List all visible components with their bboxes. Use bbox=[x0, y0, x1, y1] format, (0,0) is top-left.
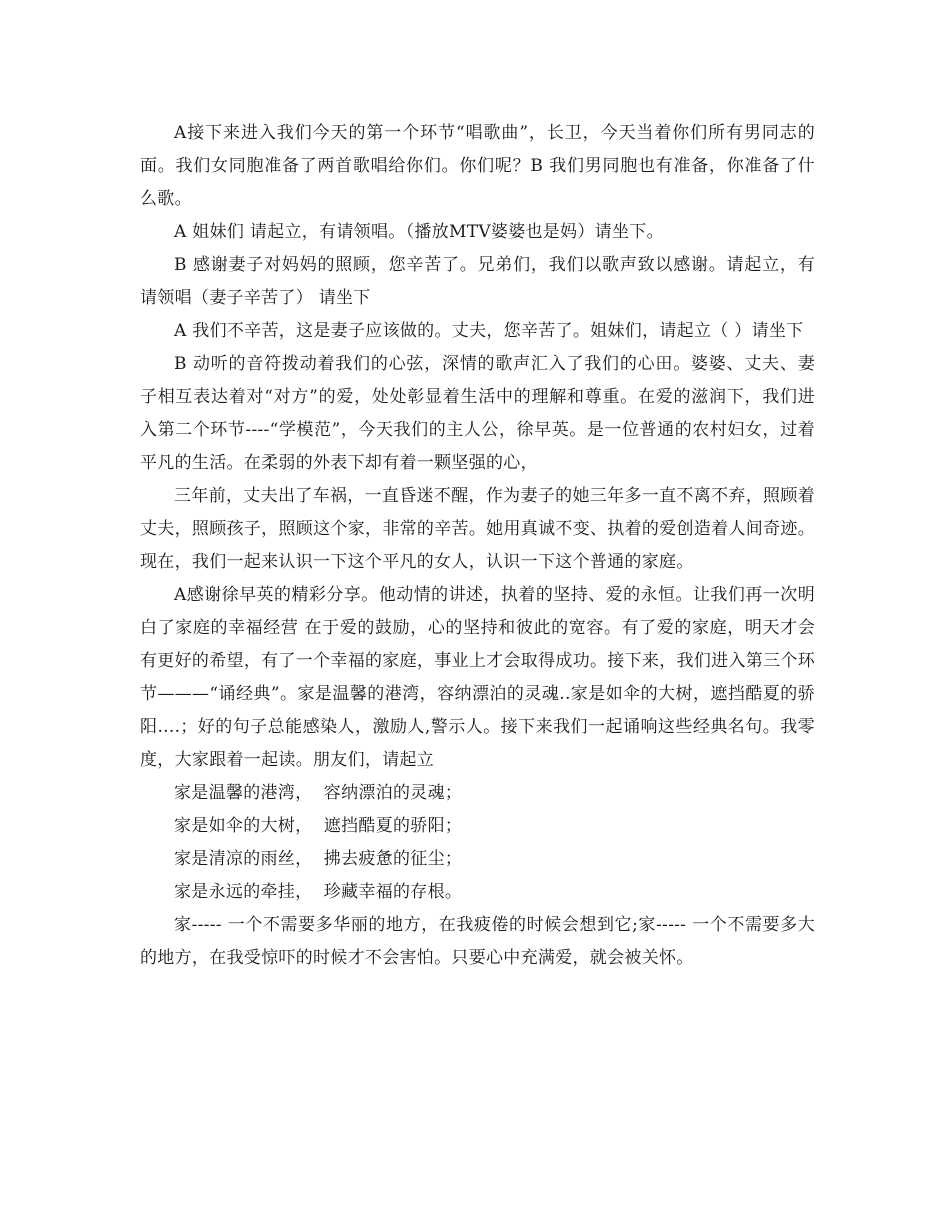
paragraph: A 姐妹们 请起立，有请领唱。（播放MTV婆婆也是妈）请坐下。 bbox=[174, 222, 664, 242]
poem-line: 家是温馨的港湾， 容纳漂泊的灵魂； bbox=[174, 783, 463, 803]
poem-line: 家是清凉的雨丝， 拂去疲惫的征尘； bbox=[174, 849, 463, 869]
paragraph: A 我们不辛苦，这是妻子应该做的。丈夫，您辛苦了。姐妹们，请起立（ ）请坐下 bbox=[174, 321, 804, 341]
closing-paragraph: 家----- 一个不需要多华丽的地方，在我疲倦的时候会想到它;家----- 一个不需要多大的地方，在我受惊吓的时候才不会害怕。只要心中充满爱，就会被关怀。 bbox=[140, 915, 815, 968]
document-body bbox=[140, 117, 815, 975]
paragraph: A接下来进入我们今天的第一个环节“唱歌曲”，长卫，今天当着你们所有男同志的面。我们女同胞准备了两首歌唱给你们。你们呢？B 我们男同胞也有准备，你准备了什么歌。 bbox=[140, 123, 815, 209]
paragraph: A感谢徐早英的精彩分享。他动情的讲述，执着的坚持、爱的永恒。让我们再一次明白了家庭的幸福经营 在于爱的鼓励，心的坚持和彼此的宽容。有了爱的家庭，明天才会有更好的希望，有了一个幸福的家庭，事业上才会取得成功。接下来，我们进入第三个环节———“诵经典”。家是温馨的港湾，容纳漂泊的灵魂..家是如伞的大树，遮挡酷夏的骄阳....；好的句子总能感染人，激励人,警示人。接下来我们一起诵响这些经典名句。我零度，大家跟着一起读。朋友们，请起立 bbox=[140, 585, 815, 770]
poem-line: 家是如伞的大树， 遮挡酷夏的骄阳； bbox=[174, 816, 463, 836]
poem-line: 家是永远的牵挂， 珍藏幸福的存根。 bbox=[174, 882, 463, 902]
paragraph: B 动听的音符拨动着我们的心弦，深情的歌声汇入了我们的心田。婆婆、丈夫、妻子相互表达着对“对方”的爱，处处彰显着生活中的理解和尊重。在爱的滋润下，我们进入第二个环节----“学模范”，今天我们的主人公，徐早英。是一位普通的农村妇女，过着平凡的生活。在柔弱的外表下却有着一颗坚强的心， bbox=[140, 354, 815, 473]
paragraph: 三年前，丈夫出了车祸，一直昏迷不醒，作为妻子的她三年多一直不离不弃，照顾着丈夫，照顾孩子，照顾这个家，非常的辛苦。她用真诚不变、执着的爱创造着人间奇迹。现在，我们一起来认识一下这个平凡的女人，认识一下这个普通的家庭。 bbox=[140, 486, 815, 572]
paragraph: B 感谢妻子对妈妈的照顾，您辛苦了。兄弟们，我们以歌声致以感谢。请起立，有请领唱（妻子辛苦了） 请坐下 bbox=[140, 255, 815, 308]
